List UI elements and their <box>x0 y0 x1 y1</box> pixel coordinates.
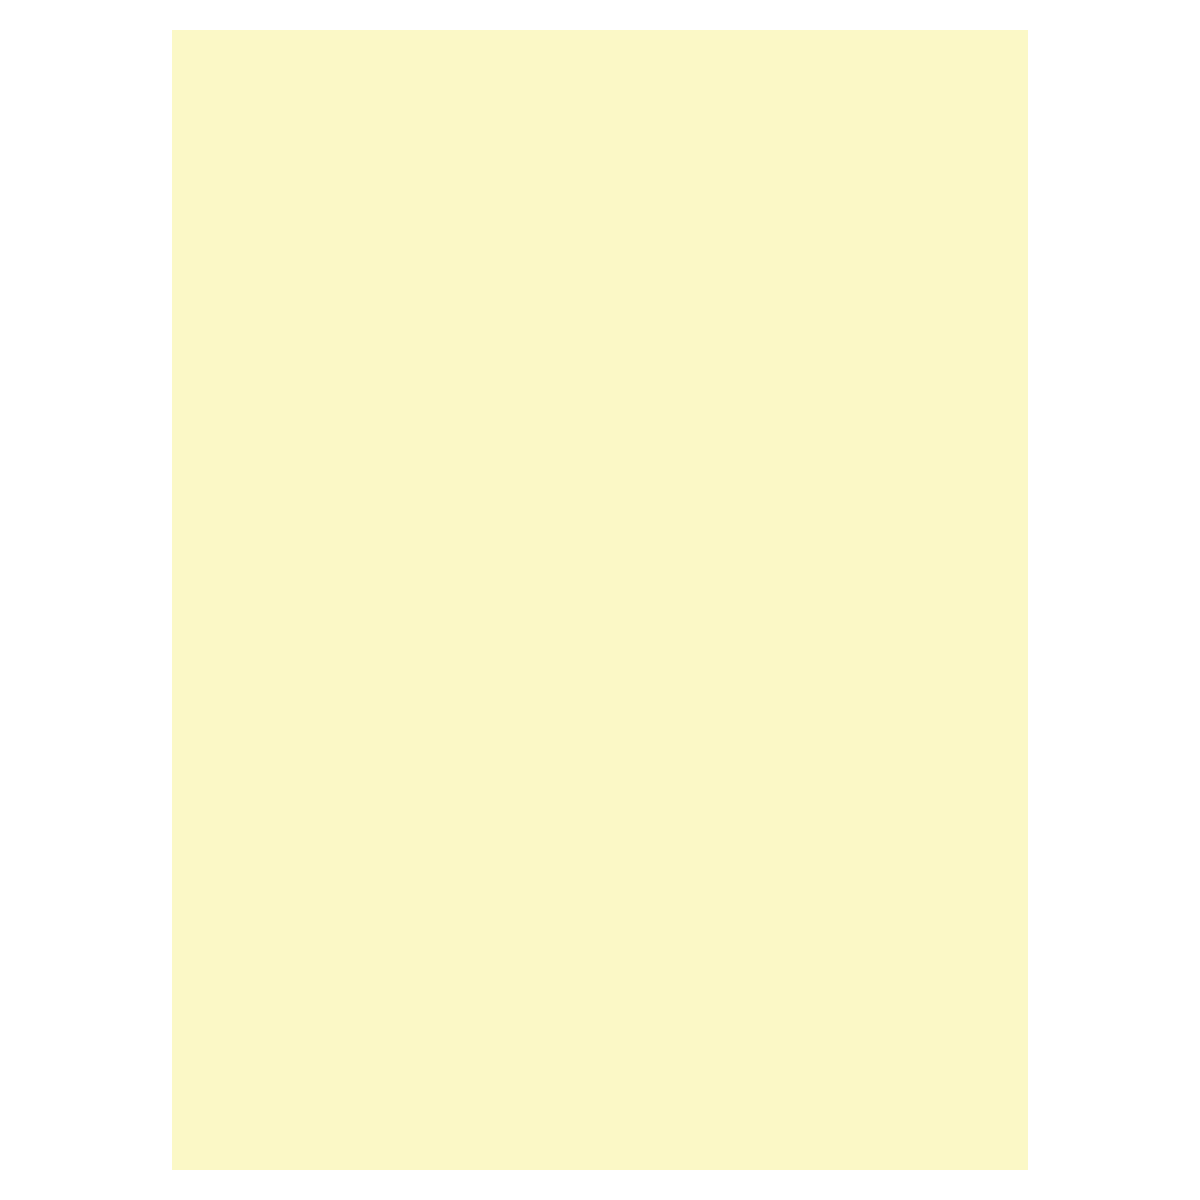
book-page <box>172 30 1028 1170</box>
